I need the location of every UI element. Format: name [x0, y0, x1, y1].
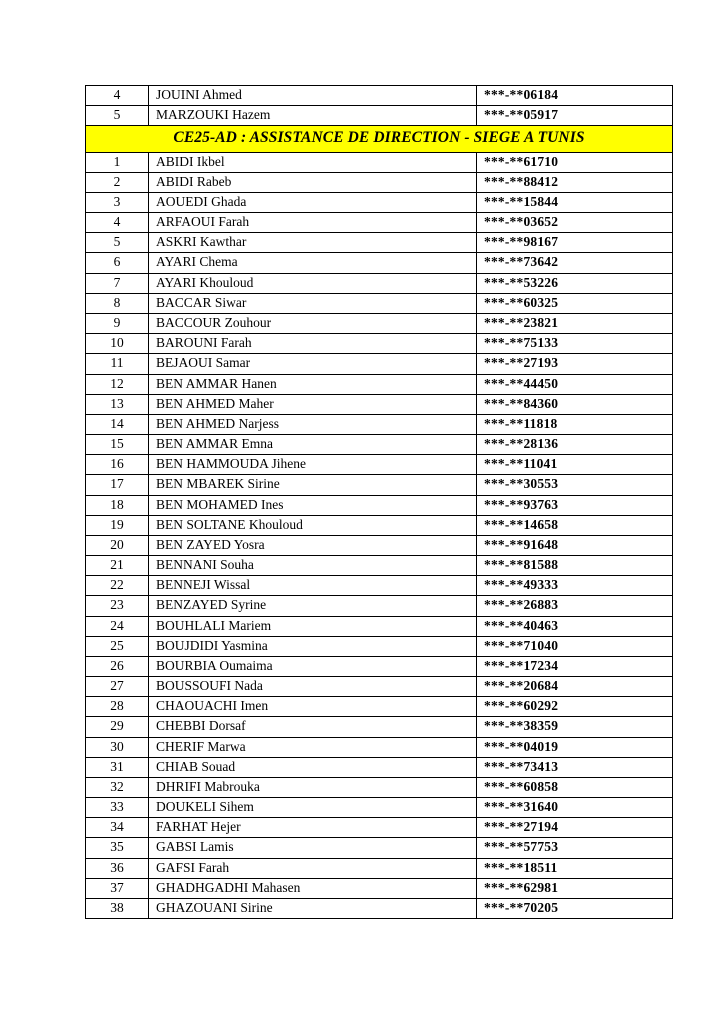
candidate-id: ***-**31640: [477, 798, 673, 818]
candidate-id: ***-**28136: [477, 435, 673, 455]
table-row: [86, 172, 673, 192]
candidate-id: ***-**57753: [477, 838, 673, 858]
candidate-name: DHRIFI Mabrouka: [149, 777, 477, 797]
candidate-name: ARFAOUI Farah: [149, 213, 477, 233]
candidate-id: ***-**49333: [477, 576, 673, 596]
row-number: 32: [86, 777, 149, 797]
candidate-name: BEN HAMMOUDA Jihene: [149, 455, 477, 475]
row-number: 36: [86, 858, 149, 878]
candidate-id: ***-**62981: [477, 878, 673, 898]
candidate-id: ***-**60292: [477, 697, 673, 717]
candidate-name: ASKRI Kawthar: [149, 233, 477, 253]
row-number: 21: [86, 556, 149, 576]
table-row: [86, 86, 673, 106]
table-row: [86, 636, 673, 656]
candidate-id: ***-**75133: [477, 334, 673, 354]
candidate-name: BEN ZAYED Yosra: [149, 535, 477, 555]
candidate-name: JOUINI Ahmed: [149, 86, 477, 106]
table-row: [86, 515, 673, 535]
row-number: 37: [86, 878, 149, 898]
table-row: [86, 697, 673, 717]
candidate-name: CHAOUACHI Imen: [149, 697, 477, 717]
table-row: [86, 233, 673, 253]
row-number: 24: [86, 616, 149, 636]
table-row: [86, 757, 673, 777]
row-number: 4: [86, 213, 149, 233]
candidate-name: AYARI Khouloud: [149, 273, 477, 293]
table-row: [86, 475, 673, 495]
candidate-name: BACCOUR Zouhour: [149, 313, 477, 333]
candidate-name: BEJAOUI Samar: [149, 354, 477, 374]
candidate-name: BENZAYED Syrine: [149, 596, 477, 616]
candidate-name: BEN MOHAMED Ines: [149, 495, 477, 515]
row-number: 6: [86, 253, 149, 273]
row-number: 8: [86, 293, 149, 313]
row-number: 34: [86, 818, 149, 838]
row-number: 5: [86, 106, 149, 126]
candidate-name: FARHAT Hejer: [149, 818, 477, 838]
row-number: 29: [86, 717, 149, 737]
row-number: 1: [86, 152, 149, 172]
candidate-name: BAROUNI Farah: [149, 334, 477, 354]
candidate-id: ***-**06184: [477, 86, 673, 106]
candidate-name: BEN MBAREK Sirine: [149, 475, 477, 495]
row-number: 2: [86, 172, 149, 192]
row-number: 30: [86, 737, 149, 757]
row-number: 31: [86, 757, 149, 777]
table-row: [86, 495, 673, 515]
candidate-name: BOUJDIDI Yasmina: [149, 636, 477, 656]
candidate-id: ***-**23821: [477, 313, 673, 333]
candidate-id: ***-**71040: [477, 636, 673, 656]
table-row: [86, 878, 673, 898]
row-number: 20: [86, 535, 149, 555]
table-row: [86, 737, 673, 757]
candidate-id: ***-**73642: [477, 253, 673, 273]
candidate-name: ABIDI Rabeb: [149, 172, 477, 192]
candidate-name: ABIDI Ikbel: [149, 152, 477, 172]
candidate-id: ***-**88412: [477, 172, 673, 192]
row-number: 4: [86, 86, 149, 106]
row-number: 23: [86, 596, 149, 616]
table-row: [86, 656, 673, 676]
candidate-id: ***-**17234: [477, 656, 673, 676]
candidate-id: ***-**27194: [477, 818, 673, 838]
candidate-id: ***-**11041: [477, 455, 673, 475]
row-number: 10: [86, 334, 149, 354]
candidate-id: ***-**15844: [477, 192, 673, 212]
candidate-name: GAFSI Farah: [149, 858, 477, 878]
table-row: [86, 677, 673, 697]
table-row: [86, 152, 673, 172]
candidate-id: ***-**26883: [477, 596, 673, 616]
table-row: [86, 394, 673, 414]
candidate-name: DOUKELI Sihem: [149, 798, 477, 818]
candidate-id: ***-**05917: [477, 106, 673, 126]
candidate-id: ***-**20684: [477, 677, 673, 697]
candidate-id: ***-**03652: [477, 213, 673, 233]
row-number: 33: [86, 798, 149, 818]
candidate-id: ***-**11818: [477, 414, 673, 434]
candidate-name: BEN AHMED Maher: [149, 394, 477, 414]
table-body: [86, 86, 673, 919]
table-row: [86, 334, 673, 354]
table-row: [86, 273, 673, 293]
table-row: [86, 556, 673, 576]
candidate-name: BEN AMMAR Emna: [149, 435, 477, 455]
row-number: 16: [86, 455, 149, 475]
candidate-id: ***-**30553: [477, 475, 673, 495]
candidate-name: BACCAR Siwar: [149, 293, 477, 313]
candidate-id: ***-**60325: [477, 293, 673, 313]
table-row: [86, 414, 673, 434]
candidate-name: AOUEDI Ghada: [149, 192, 477, 212]
row-number: 25: [86, 636, 149, 656]
row-number: 26: [86, 656, 149, 676]
candidate-name: MARZOUKI Hazem: [149, 106, 477, 126]
candidate-id: ***-**91648: [477, 535, 673, 555]
table-row: [86, 777, 673, 797]
candidate-id: ***-**40463: [477, 616, 673, 636]
row-number: 38: [86, 898, 149, 918]
candidate-name: BEN SOLTANE Khouloud: [149, 515, 477, 535]
table-row: [86, 616, 673, 636]
table-row: [86, 435, 673, 455]
candidate-list-table: [85, 85, 673, 919]
table-row: [86, 576, 673, 596]
row-number: 13: [86, 394, 149, 414]
table-row: [86, 898, 673, 918]
candidate-id: ***-**81588: [477, 556, 673, 576]
table-row: [86, 213, 673, 233]
candidate-id: ***-**53226: [477, 273, 673, 293]
row-number: 14: [86, 414, 149, 434]
candidate-name: BEN AMMAR Hanen: [149, 374, 477, 394]
row-number: 17: [86, 475, 149, 495]
table-row: [86, 858, 673, 878]
candidate-id: ***-**04019: [477, 737, 673, 757]
candidate-id: ***-**27193: [477, 354, 673, 374]
candidate-id: ***-**18511: [477, 858, 673, 878]
row-number: 27: [86, 677, 149, 697]
candidate-name: AYARI Chema: [149, 253, 477, 273]
candidate-id: ***-**93763: [477, 495, 673, 515]
candidate-name: BOURBIA Oumaima: [149, 656, 477, 676]
candidate-name: BOUSSOUFI Nada: [149, 677, 477, 697]
table-row: [86, 798, 673, 818]
candidate-id: ***-**14658: [477, 515, 673, 535]
row-number: 28: [86, 697, 149, 717]
table-row: [86, 818, 673, 838]
table-row: [86, 354, 673, 374]
row-number: 22: [86, 576, 149, 596]
section-title: CE25-AD : ASSISTANCE DE DIRECTION - SIEGE A TUNIS: [86, 126, 673, 152]
candidate-id: ***-**73413: [477, 757, 673, 777]
table-row: [86, 293, 673, 313]
row-number: 12: [86, 374, 149, 394]
row-number: 19: [86, 515, 149, 535]
row-number: 9: [86, 313, 149, 333]
candidate-name: BENNANI Souha: [149, 556, 477, 576]
candidate-name: GABSI Lamis: [149, 838, 477, 858]
table-row: [86, 253, 673, 273]
candidate-name: CHERIF Marwa: [149, 737, 477, 757]
candidate-name: BENNEJI Wissal: [149, 576, 477, 596]
candidate-id: ***-**98167: [477, 233, 673, 253]
row-number: 18: [86, 495, 149, 515]
table-row: [86, 374, 673, 394]
row-number: 5: [86, 233, 149, 253]
row-number: 15: [86, 435, 149, 455]
table-row: [86, 596, 673, 616]
table-row: [86, 455, 673, 475]
candidate-name: BEN AHMED Narjess: [149, 414, 477, 434]
candidate-id: ***-**70205: [477, 898, 673, 918]
candidate-name: BOUHLALI Mariem: [149, 616, 477, 636]
table-row: [86, 535, 673, 555]
row-number: 35: [86, 838, 149, 858]
table-row: [86, 313, 673, 333]
section-header-row: [86, 126, 673, 152]
row-number: 3: [86, 192, 149, 212]
table-row: [86, 106, 673, 126]
candidate-id: ***-**60858: [477, 777, 673, 797]
candidate-id: ***-**61710: [477, 152, 673, 172]
candidate-name: CHEBBI Dorsaf: [149, 717, 477, 737]
row-number: 7: [86, 273, 149, 293]
candidate-id: ***-**84360: [477, 394, 673, 414]
candidate-id: ***-**44450: [477, 374, 673, 394]
candidate-name: CHIAB Souad: [149, 757, 477, 777]
table-row: [86, 192, 673, 212]
candidate-name: GHAZOUANI Sirine: [149, 898, 477, 918]
row-number: 11: [86, 354, 149, 374]
candidate-name: GHADHGADHI Mahasen: [149, 878, 477, 898]
table-row: [86, 717, 673, 737]
table-row: [86, 838, 673, 858]
candidate-id: ***-**38359: [477, 717, 673, 737]
